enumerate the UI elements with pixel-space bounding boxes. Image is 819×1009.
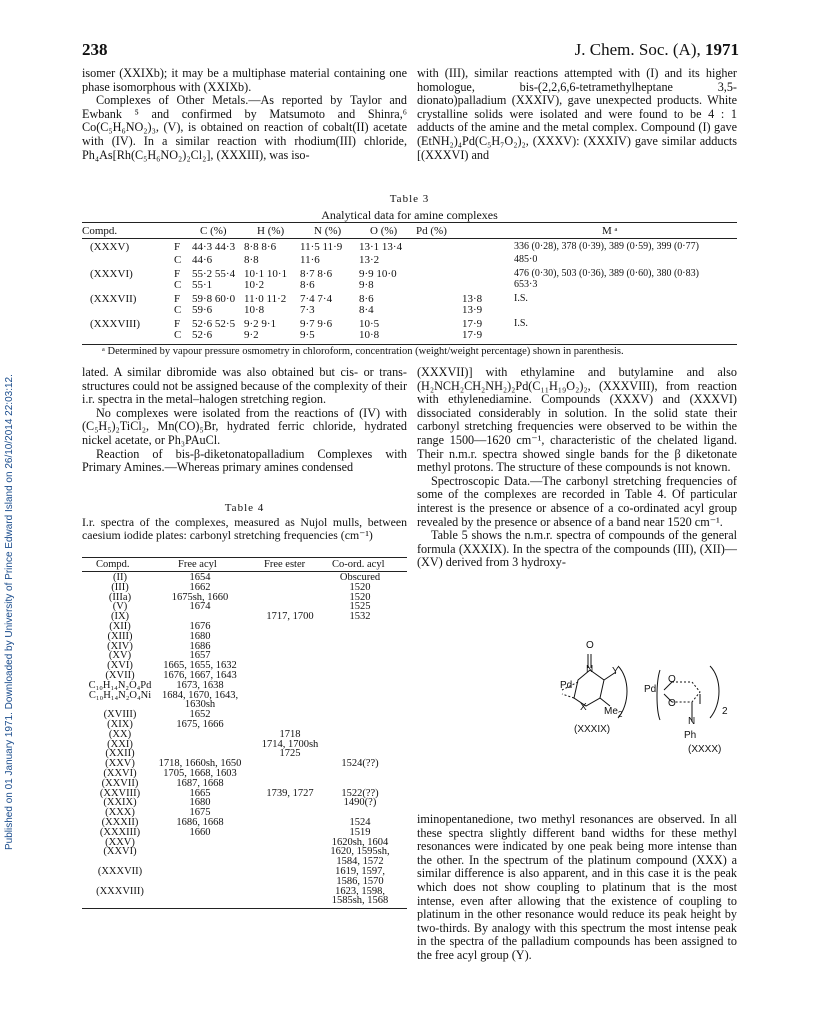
table-cell: 1676, 1667, 1643: [163, 670, 237, 681]
atom-label: Pd: [644, 684, 657, 695]
table-cell: 653·3: [514, 278, 538, 290]
right-column-top: [417, 67, 737, 162]
table-cell: 13·9: [462, 303, 483, 316]
atom-label: Pd: [560, 680, 573, 691]
table-cell: F: [174, 293, 181, 305]
table-rule: [82, 238, 737, 239]
table-row-label: (XIII): [107, 630, 133, 642]
atom-label: O: [586, 640, 594, 651]
table-cell: 1725: [279, 748, 301, 760]
table-row-label: (III): [111, 581, 129, 593]
table-row-label: (XVI): [107, 660, 133, 672]
table-cell: 1673, 1638: [176, 679, 224, 691]
table-cell: 59·8 60·0: [192, 293, 236, 305]
atom-label: N: [586, 664, 594, 675]
structure-drawing: [560, 632, 760, 792]
table-cell: C: [174, 328, 182, 341]
compound-label: (XXXIX): [574, 724, 611, 735]
table-row-label: (XV): [108, 650, 132, 662]
table-cell: 11·5 11·9: [300, 241, 343, 253]
journal-name: J. Chem. Soc. (A), 1971: [574, 40, 739, 59]
table-cell: 1620sh, 1604: [331, 836, 389, 848]
paragraph: iminopentanedione, two methyl resonances are observed. In all these spectra slightly different band widths for these methyl resonances were indicated by one peak being more intense than the other. In the spectrum of the platinum compound (XXX) a similar difference is also apparent, and in this case it is the peak which does not show coupling to platinum that is the most intense, even after allowing that the existence of coupling to platinum in the other resonance would reduce its peak height by two-thirds. By analogy with this spectrum the most intense peak in the spectra of the palladium compounds has been assigned to the free acyl group (Y).: [417, 812, 737, 962]
table-cell: 1665: [189, 787, 211, 799]
table-row-label: (XXVI): [103, 846, 137, 858]
table-row-label: (XIX): [107, 719, 133, 730]
table-row-label: (XX): [108, 728, 132, 740]
table-row-label: (XXII): [105, 748, 135, 760]
table-cell: 13·1 13·4: [359, 241, 403, 253]
table-cell: 1522(??): [341, 787, 379, 799]
table-header: Free acyl: [178, 559, 217, 570]
atom-label: X: [580, 702, 587, 713]
table-cell: 1525: [349, 601, 371, 613]
paragraph: Complexes of Other Metals.—As reported by Taylor and Ewbank ⁵ and confirmed by Matsumoto and Shinra,⁶ Co(C₅H₆NO₂)₃, (V), is obtained on reaction of cobalt(II) acetate with (IV). In a similar reaction with rhodium(III) chloride, Ph₄As[Rh(C₅H₆NO₂)₂Cl₂], (XXXIII), was iso-: [82, 93, 407, 162]
compound-label: (XXXX): [688, 744, 722, 755]
table-row-label: (XXX): [105, 807, 135, 819]
table-cell: 1714, 1700sh: [261, 738, 319, 750]
table-cell: 52·6 52·5: [192, 318, 236, 330]
table-cell: 52·6: [192, 328, 213, 341]
table-row-label: (XXXVI): [90, 268, 133, 280]
table-rule: [82, 222, 737, 223]
table-cell: 8·4: [359, 303, 374, 316]
table-row-label: (XII): [109, 621, 131, 632]
table-header: Pd (%): [416, 225, 447, 237]
table-cell: 10·8: [244, 303, 265, 316]
table-row-label: (XIV): [107, 640, 133, 652]
table-header: N (%): [314, 225, 342, 237]
atom-label: O: [668, 674, 676, 685]
table-cell: 59·6: [192, 303, 213, 316]
table-cell: 8·6: [300, 278, 315, 291]
paragraph: Table 5 shows the n.m.r. spectra of compounds of the general formula (XXXIX). In the spectra of the compounds (III), (XII)—(XV) derived from 3 hydroxy-: [417, 528, 737, 570]
table-cell: 1652: [189, 709, 211, 721]
subscript: 2: [722, 706, 728, 717]
table-header: O (%): [370, 225, 398, 237]
table-cell: 1684, 1670, 1643,: [161, 689, 239, 701]
table-cell: 1524(??): [341, 758, 379, 770]
table-cell: 1660: [189, 826, 211, 838]
table-row-label: (XXXVII): [90, 293, 137, 305]
table-cell: 336 (0·28), 378 (0·39), 389 (0·59), 399 (0·77): [514, 241, 699, 252]
table-cell: 1680: [189, 630, 211, 642]
table-cell: Obscured: [339, 572, 381, 583]
table-row-label: (XVIII): [103, 709, 137, 721]
table-cell: 11·6: [300, 253, 320, 266]
table-rule: [82, 557, 407, 558]
table-header: Free ester: [264, 559, 306, 570]
table-cell: 10·1 10·1: [244, 268, 288, 280]
table-row-label: (XXV): [105, 836, 135, 848]
table-row-label: (II): [113, 572, 127, 583]
atom-label: Ph: [684, 730, 697, 741]
table4-label: Table 4: [224, 502, 265, 514]
table-row-label: (XXXVIII): [96, 885, 144, 897]
table-row-label: (XXI): [107, 738, 133, 750]
table-row-label: (XXVII): [101, 777, 139, 789]
table-cell: 1676: [189, 621, 211, 632]
table-cell: 1630sh: [184, 699, 216, 711]
table-cell: C: [174, 303, 182, 316]
table-cell: 7·3: [300, 303, 315, 316]
table-cell: 9·2: [244, 328, 259, 341]
table-cell: 1654: [189, 572, 211, 583]
table-cell: 1524: [349, 817, 371, 828]
table-cell: 1520: [349, 591, 371, 603]
table-cell: 13·8: [462, 293, 483, 305]
table4-caption: I.r. spectra of the complexes, measured as Nujol mulls, between caesium iodide plates: carbonyl stretching frequencies (cm⁻¹): [82, 515, 407, 542]
table-cell: 55·2 55·4: [192, 268, 236, 280]
table-header: Co-ord. acyl: [332, 559, 385, 570]
table-cell: I.S.: [514, 293, 528, 304]
table-cell: 1675: [189, 807, 211, 819]
paragraph: with (III), similar reactions attempted with (I) and its higher homologue, bis-(2,2,6,6-tetramethylheptane 3,5-dionato)palladium (XXXIV), gave unexpected products. White crystalline solids were isolated and were found to be 4 : 1 adducts of the amine and the metal complex. Compound (I) gave (EtNH₂)₄Pd(C₅H₇O₂)₂, (XXXV): (XXXIV) gave similar adducts [(XXXVI) and: [417, 66, 737, 162]
table-cell: 10·2: [244, 278, 265, 291]
table-cell: F: [174, 268, 181, 280]
table-cell: 9·8: [359, 278, 374, 291]
table-cell: 1620, 1595sh,: [330, 846, 390, 858]
table-row-label: (XVII): [105, 670, 135, 681]
table-cell: 1520: [349, 581, 371, 593]
table3-caption: Analytical data for amine complexes: [321, 208, 498, 222]
table-cell: 1585sh, 1568: [331, 895, 389, 907]
table-cell: 1680: [189, 797, 211, 809]
table-header: Compd.: [96, 559, 130, 570]
table-cell: F: [174, 318, 181, 330]
table-cell: C: [174, 253, 182, 266]
table-cell: 1623, 1598,: [335, 885, 385, 897]
table-cell: I.S.: [514, 318, 528, 329]
table-header: M ᵃ: [602, 225, 618, 237]
table-cell: 1739, 1727: [266, 787, 314, 799]
table-rule: [82, 908, 407, 909]
left-column-middle: [82, 366, 407, 475]
table-cell: 7·4 7·4: [300, 293, 333, 305]
table-cell: 476 (0·30), 503 (0·36), 389 (0·60), 380 (0·83): [514, 268, 699, 279]
table-row-label: (XXV): [105, 758, 135, 770]
structure-figure: [560, 632, 760, 792]
table-cell: 17·9: [462, 318, 483, 330]
right-column-middle: [417, 366, 737, 570]
table-row-label: (XXXVIII): [90, 318, 141, 330]
table-cell: 1718, 1660sh, 1650: [158, 758, 242, 770]
table3-label: Table 3: [389, 193, 430, 205]
table-cell: 1662: [189, 581, 211, 593]
table-cell: 1718: [279, 728, 301, 740]
paragraph: Spectroscopic Data.—The carbonyl stretching frequencies of some of the complexes are recorded in Table 4. Of particular interest is the presence or absence of a co-ordinated acyl group revealed by the presence or absence of a band near 1520 cm⁻¹.: [417, 473, 737, 529]
table-cell: C: [174, 278, 182, 291]
table-cell: 44·6: [192, 253, 213, 266]
table-cell: 44·3 44·3: [192, 241, 236, 253]
table-row-label: (XXXVII): [97, 866, 143, 877]
table-rule: [82, 344, 737, 345]
paragraph: (XXXVII)] with ethylamine and butylamine and also (H₂NCH₂CH₂NH₂)₂Pd(C₁₁H₁₉O₂)₂, (XXXVIII), from reaction with ethylenediamine. Compounds (XXXV) and (XXXVI) dissociated considerably in solution. In the solid state their carbonyl stretching frequencies were observed to be within the range 1500—1620 cm⁻¹, characteristic of the chelated ligand. Their n.m.r. spectra showed single bands for the β diketonate methyl protons. The structure of these compounds is not known.: [417, 365, 737, 475]
table-cell: 9·2 9·1: [244, 318, 277, 330]
atom-label: Y: [612, 666, 619, 677]
table-cell: 8·8 8·6: [244, 241, 277, 253]
table-row-label: (XXXV): [90, 241, 130, 253]
journal-year: 1971: [705, 40, 739, 59]
table-header: C (%): [200, 225, 227, 237]
table-cell: 9·7 9·6: [300, 318, 333, 330]
table-cell: 485·0: [514, 253, 538, 265]
table-cell: 1675sh, 1660: [171, 591, 229, 603]
table-cell: 8·6: [359, 293, 374, 305]
table-row-label: (XXXIII): [99, 826, 141, 838]
table-cell: 8·8: [244, 253, 259, 266]
table-cell: 1717, 1700: [266, 611, 314, 623]
table-row-label: (V): [112, 601, 128, 613]
table-cell: 1586, 1570: [336, 875, 384, 887]
table-row-label: C₁₀H₁₄N₂O₄Ni: [88, 689, 152, 701]
download-watermark: Published on 01 January 1971. Downloaded by University of Prince Edward Island on 26/10/2014 22:03:12.: [4, 374, 15, 850]
table-cell: 1705, 1668, 1603: [163, 768, 237, 779]
table-row-label: (XXVIII): [99, 787, 141, 799]
table-cell: 1532: [349, 611, 371, 623]
table-row-label: (XXIX): [103, 797, 137, 809]
table-cell: F: [174, 241, 181, 253]
paragraph: lated. A similar dibromide was also obtained but cis- or trans-structures could not be assigned because of the complexity of their i.r. spectra in the metal–halogen stretching region.: [82, 365, 407, 407]
left-column-top: [82, 67, 407, 162]
table-row-label: (IIIa): [108, 591, 132, 603]
table-header: Compd.: [82, 225, 118, 237]
table-row-label: C₁₀H₁₄N₂O₄Pd: [88, 679, 152, 691]
table-cell: 11·0 11·2: [244, 293, 287, 305]
table-cell: 1686, 1668: [176, 817, 224, 828]
table-cell: 1665, 1655, 1632: [163, 660, 237, 672]
table-cell: 1657: [189, 650, 211, 662]
page-number: 238: [82, 40, 108, 59]
table-cell: 1584, 1572: [336, 856, 384, 868]
table-cell: 1674: [189, 601, 211, 613]
table-cell: 1490(?): [343, 797, 377, 809]
table-header: H (%): [257, 225, 285, 237]
table-cell: 1519: [349, 826, 371, 838]
atom-label: $Me_2$: [604, 706, 623, 719]
paragraph: isomer (XXIXb); it may be a multiphase material containing one phase isomorphous with (XXIXb).: [82, 66, 407, 94]
table-cell: 1686: [189, 640, 211, 652]
paragraph: No complexes were isolated from the reactions of (IV) with (C₅H₅)₂TiCl₂, Mn(CO)₅Br, hydrated ferric chloride, hydrated nickel acetate, or Ph₃PAuCl.: [82, 405, 407, 447]
table-row-label: (XXXII): [101, 817, 139, 828]
table-cell: 9·9 10·0: [359, 268, 397, 280]
table-row-label: (IX): [110, 611, 130, 623]
page-header: [82, 40, 739, 64]
table-cell: 55·1: [192, 278, 213, 291]
table-cell: 17·9: [462, 328, 483, 341]
atom-label: O: [668, 698, 676, 709]
table-cell: 10·8: [359, 328, 380, 341]
atom-label: N: [688, 716, 696, 727]
table-cell: 8·7 8·6: [300, 268, 333, 280]
table-cell: 1675, 1666: [176, 719, 224, 730]
right-column-bottom: [417, 813, 737, 963]
table-cell: 1687, 1668: [176, 777, 224, 789]
table-row-label: (XXVI): [103, 768, 137, 779]
table-cell: 1619, 1597,: [335, 866, 385, 877]
table-cell: 13·2: [359, 253, 380, 266]
table-cell: 9·5: [300, 328, 315, 341]
table-footnote: ᵃ Determined by vapour pressure osmometry in chloroform, concentration (weight/weight percentage) shown in parenthesis.: [102, 346, 624, 357]
table-cell: 10·5: [359, 318, 380, 330]
paragraph: Reaction of bis-β-diketonatopalladium Complexes with Primary Amines.—Whereas primary amines condensed: [82, 446, 407, 475]
